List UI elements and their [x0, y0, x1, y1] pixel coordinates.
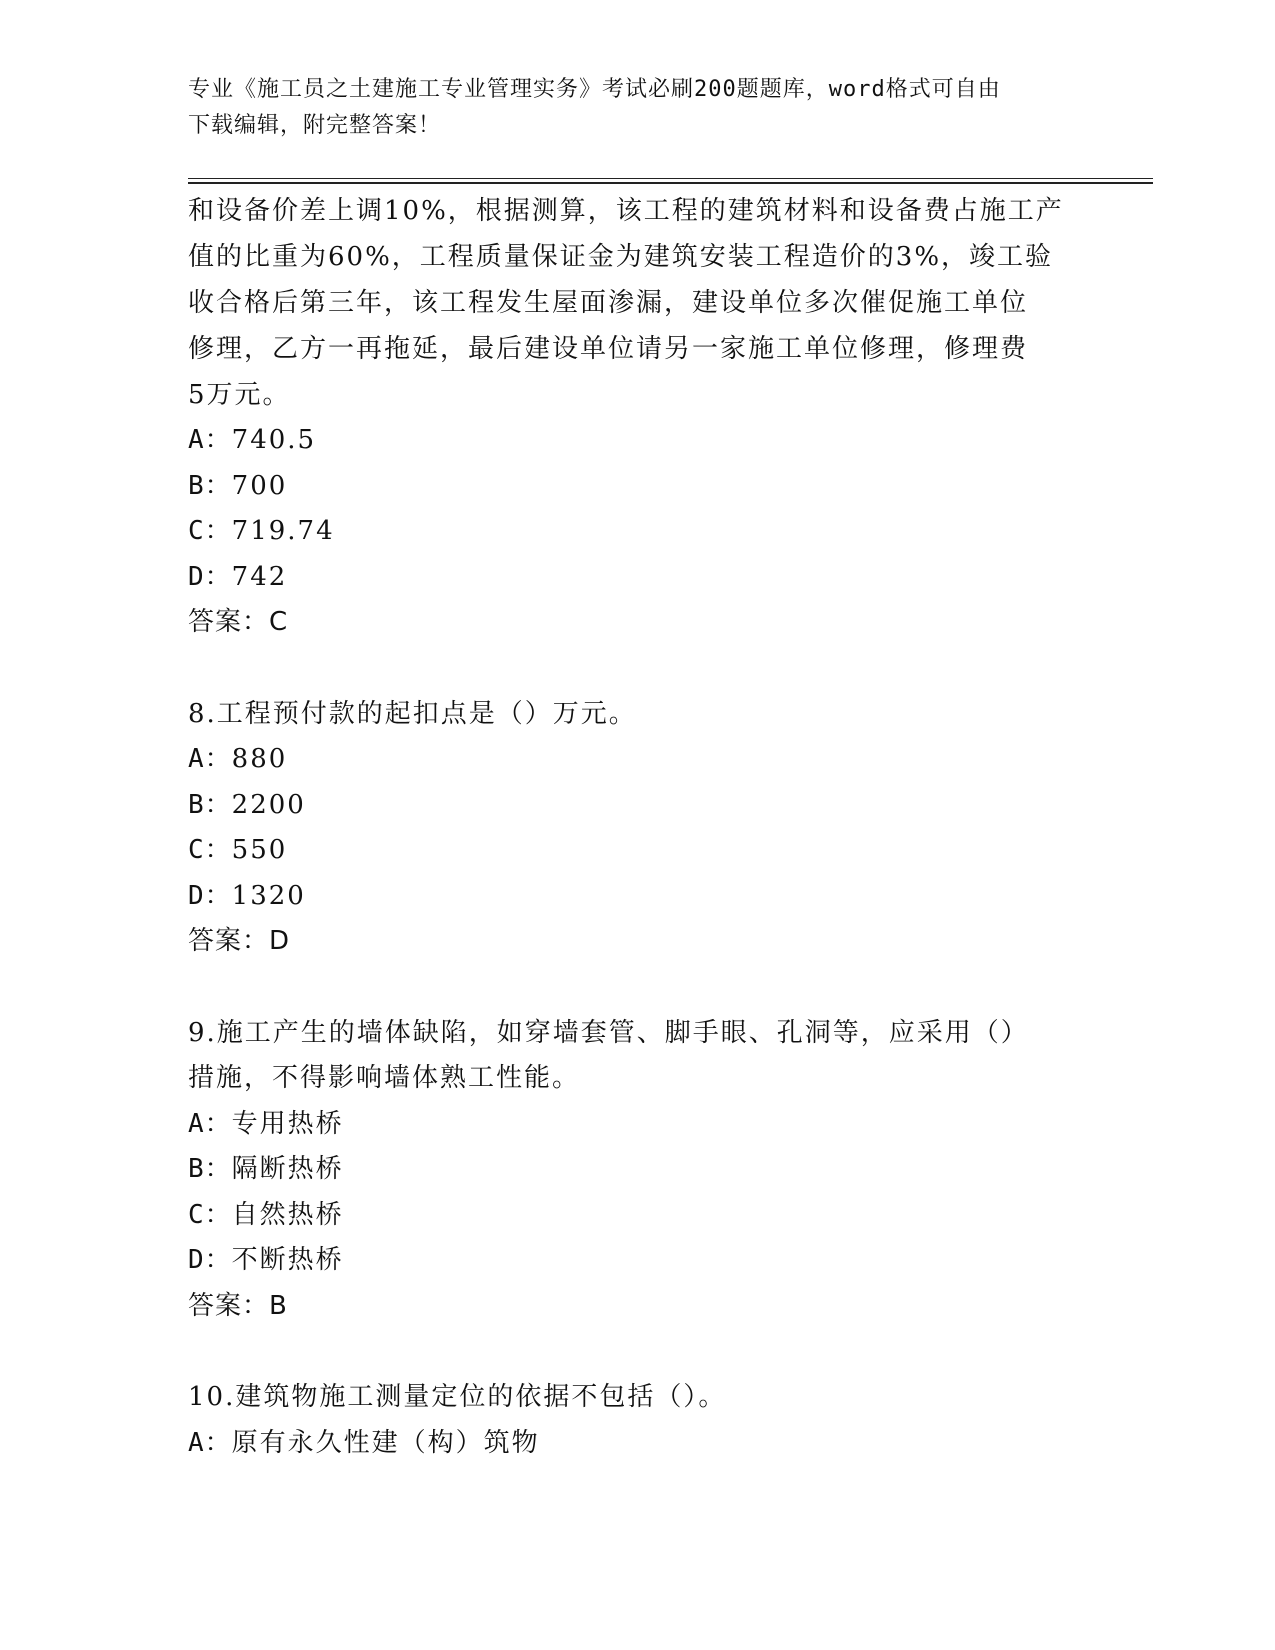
option-key: D： — [188, 561, 232, 592]
spacer — [188, 646, 1088, 692]
option-key: B： — [188, 1154, 232, 1184]
option-key: A： — [188, 425, 232, 455]
question-title: 9.施工产生的墙体缺陷，如穿墙套管、脚手眼、孔洞等，应采用（） — [188, 1017, 1029, 1048]
answer-line: 答案：D — [188, 926, 291, 956]
spacer — [188, 965, 1088, 1011]
question-7-continuation — [188, 188, 1088, 646]
question-title: 10.建筑物施工测量定位的依据不包括（）。 — [188, 1382, 727, 1412]
option-value: 原有永久性建（构）筑物 — [231, 1427, 540, 1458]
option-key: C： — [188, 516, 232, 546]
option-d — [188, 1238, 1088, 1284]
option-d — [188, 555, 1088, 601]
option-key: A： — [188, 744, 232, 774]
option-value: 742 — [231, 561, 288, 592]
option-a — [188, 1102, 1088, 1148]
spacer — [188, 1329, 1088, 1375]
paragraph-line: 收合格后第三年，该工程发生屋面渗漏，建设单位多次催促施工单位 — [188, 288, 1029, 318]
option-value: 2200 — [231, 789, 306, 820]
paragraph-line: 值的比重为60%，工程质量保证金为建筑安装工程造价的3%，竣工验 — [188, 242, 1054, 272]
option-value: 550 — [231, 835, 288, 865]
answer-line: 答案：C — [188, 607, 289, 637]
option-key: A： — [188, 1427, 232, 1458]
option-a — [188, 418, 1088, 464]
question-title: 8.工程预付款的起扣点是（）万元。 — [188, 698, 637, 729]
option-key: D： — [188, 880, 232, 911]
paragraph-line: 5万元。 — [188, 380, 291, 410]
option-key: C： — [188, 1199, 232, 1230]
option-value: 不断热桥 — [231, 1245, 344, 1275]
option-value: 880 — [231, 744, 288, 774]
option-key: B： — [188, 789, 232, 820]
question-9 — [188, 1011, 1088, 1330]
paragraph-line: 和设备价差上调10%，根据测算，该工程的建筑材料和设备费占施工产 — [188, 196, 1064, 226]
option-b — [188, 1147, 1088, 1193]
option-key: D： — [188, 1245, 232, 1275]
option-a — [188, 737, 1088, 783]
question-8 — [188, 692, 1088, 965]
paragraph-line: 修理，乙方一再拖延，最后建设单位请另一家施工单位修理，修理费 — [188, 334, 1029, 364]
option-value: 740.5 — [231, 425, 317, 455]
option-value: 1320 — [231, 880, 306, 911]
option-c — [188, 1193, 1088, 1239]
option-key: A： — [188, 1108, 232, 1139]
option-value: 隔断热桥 — [231, 1154, 344, 1184]
option-b — [188, 464, 1088, 510]
header-divider-thick — [188, 182, 1153, 184]
option-value: 700 — [231, 470, 288, 501]
document-header — [188, 72, 1088, 144]
option-d — [188, 874, 1088, 920]
option-b — [188, 783, 1088, 829]
option-key: C： — [188, 835, 232, 865]
option-key: B： — [188, 470, 232, 501]
header-line-1: 专业《施工员之土建施工专业管理实务》考试必刷200题题库，word格式可自由 — [188, 77, 1001, 102]
option-value: 自然热桥 — [231, 1199, 344, 1230]
option-c — [188, 509, 1088, 555]
option-value: 专用热桥 — [231, 1108, 344, 1139]
answer-line: 答案：B — [188, 1290, 288, 1321]
header-line-2: 下载编辑，附完整答案！ — [188, 113, 442, 138]
option-c — [188, 828, 1088, 874]
option-value: 719.74 — [231, 516, 335, 546]
question-10 — [188, 1375, 1088, 1466]
question-title-continued: 措施，不得影响墙体熟工性能。 — [188, 1063, 581, 1093]
header-divider-thin — [188, 178, 1153, 179]
document-body — [188, 188, 1088, 1466]
option-a — [188, 1421, 1088, 1467]
